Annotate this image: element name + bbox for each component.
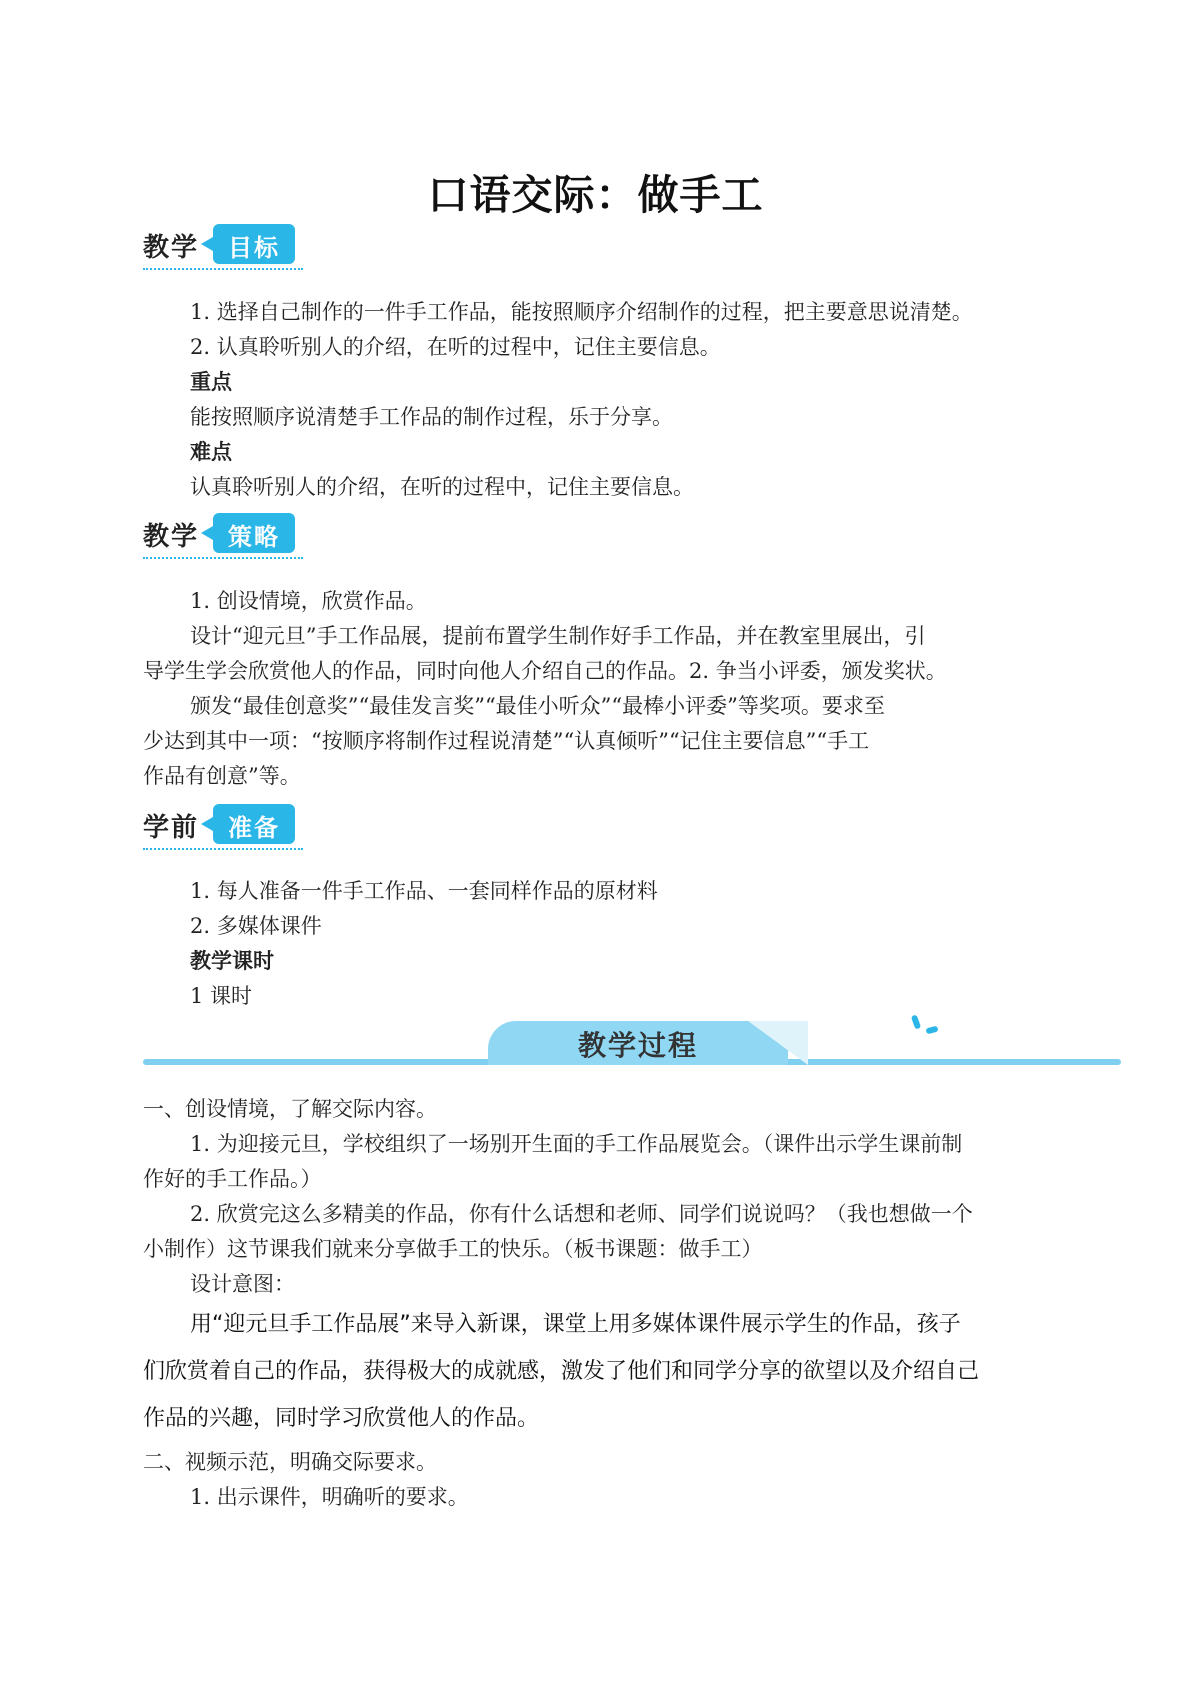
dotted-underline <box>143 848 303 850</box>
goal-item-2: 2. 认真聆听别人的介绍，在听的过程中，记住主要信息。 <box>190 335 721 359</box>
splash-decoration <box>925 1026 938 1035</box>
design-intent-line: 用“迎元旦手工作品展”来导入新课，课堂上用多媒体课件展示学生的作品，孩子 <box>190 1312 961 1337</box>
class-hours-text: 1 课时 <box>190 984 253 1008</box>
difficulty-label: 难点 <box>190 440 232 464</box>
dotted-underline <box>143 268 303 270</box>
section-heading-strategy <box>143 513 308 561</box>
section-heading-prefix: 学前 <box>143 813 200 843</box>
strategy-paragraph-line: 设计“迎元旦”手工作品展，提前布置学生制作好手工作品，并在教室里展出，引 <box>190 624 926 648</box>
dotted-underline <box>143 557 303 559</box>
class-hours-label: 教学课时 <box>190 949 274 973</box>
section-heading-tag <box>213 804 295 844</box>
section-heading-prefix: 教学 <box>143 233 200 263</box>
process-step-2: 二、视频示范，明确交际要求。 <box>143 1450 437 1474</box>
section-heading-goals <box>143 224 308 272</box>
section-heading-tag <box>213 513 295 553</box>
process-paragraph-line: 1. 为迎接元旦，学校组织了一场别开生面的手工作品展览会。（课件出示学生课前制 <box>190 1132 963 1156</box>
section-heading-prep <box>143 804 308 852</box>
goal-item-1: 1. 选择自己制作的一件手工作品，能按照顺序介绍制作的过程，把主要意思说清楚。 <box>190 300 973 324</box>
difficulty-text: 认真聆听别人的介绍，在听的过程中，记住主要信息。 <box>190 475 694 499</box>
strategy-paragraph-line: 导学生学会欣赏他人的作品，同时向他人介绍自己的作品。2. 争当小评委，颁发奖状。 <box>143 659 947 683</box>
process-step-2-item-1: 1. 出示课件，明确听的要求。 <box>190 1485 469 1509</box>
prep-item-1: 1. 每人准备一件手工作品、一套同样作品的原材料 <box>190 879 658 903</box>
section-heading-tag-label: 目标 <box>228 234 280 262</box>
section-banner-process <box>143 1015 1121 1077</box>
splash-decoration <box>911 1014 921 1029</box>
design-intent-line: 作品的兴趣，同时学习欣赏他人的作品。 <box>143 1406 540 1431</box>
process-paragraph-line: 作好的手工作品。） <box>143 1167 322 1191</box>
banner-label: 教学过程 <box>577 1029 698 1062</box>
process-paragraph-line: 2. 欣赏完这么多精美的作品，你有什么话想和老师、同学们说说吗？（我也想做一个 <box>190 1202 973 1226</box>
strategy-paragraph-line: 作品有创意”等。 <box>143 764 301 788</box>
key-point-text: 能按照顺序说清楚手工作品的制作过程，乐于分享。 <box>190 405 673 429</box>
key-point-label: 重点 <box>190 370 232 394</box>
design-intent-line: 们欣赏着自己的作品，获得极大的成就感，激发了他们和同学分享的欲望以及介绍自己 <box>143 1359 980 1384</box>
page-title: 口语交际：做手工 <box>427 171 764 219</box>
strategy-item-1: 1. 创设情境，欣赏作品。 <box>190 589 427 613</box>
process-step-1: 一、创设情境，了解交际内容。 <box>143 1097 437 1121</box>
section-heading-tag <box>213 224 295 264</box>
design-intent-label: 设计意图： <box>190 1272 295 1296</box>
strategy-paragraph-line: 少达到其中一项：“按顺序将制作过程说清楚”“认真倾听”“记住主要信息”“手工 <box>143 729 870 753</box>
section-heading-prefix: 教学 <box>143 522 200 552</box>
process-paragraph-line: 小制作）这节课我们就来分享做手工的快乐。（板书课题：做手工） <box>143 1237 763 1261</box>
prep-item-2: 2. 多媒体课件 <box>190 914 322 938</box>
section-heading-tag-label: 准备 <box>228 814 280 842</box>
section-heading-tag-label: 策略 <box>228 523 280 551</box>
strategy-paragraph-line: 颁发“最佳创意奖”“最佳发言奖”“最佳小听众”“最棒小评委”等奖项。要求至 <box>190 694 885 718</box>
